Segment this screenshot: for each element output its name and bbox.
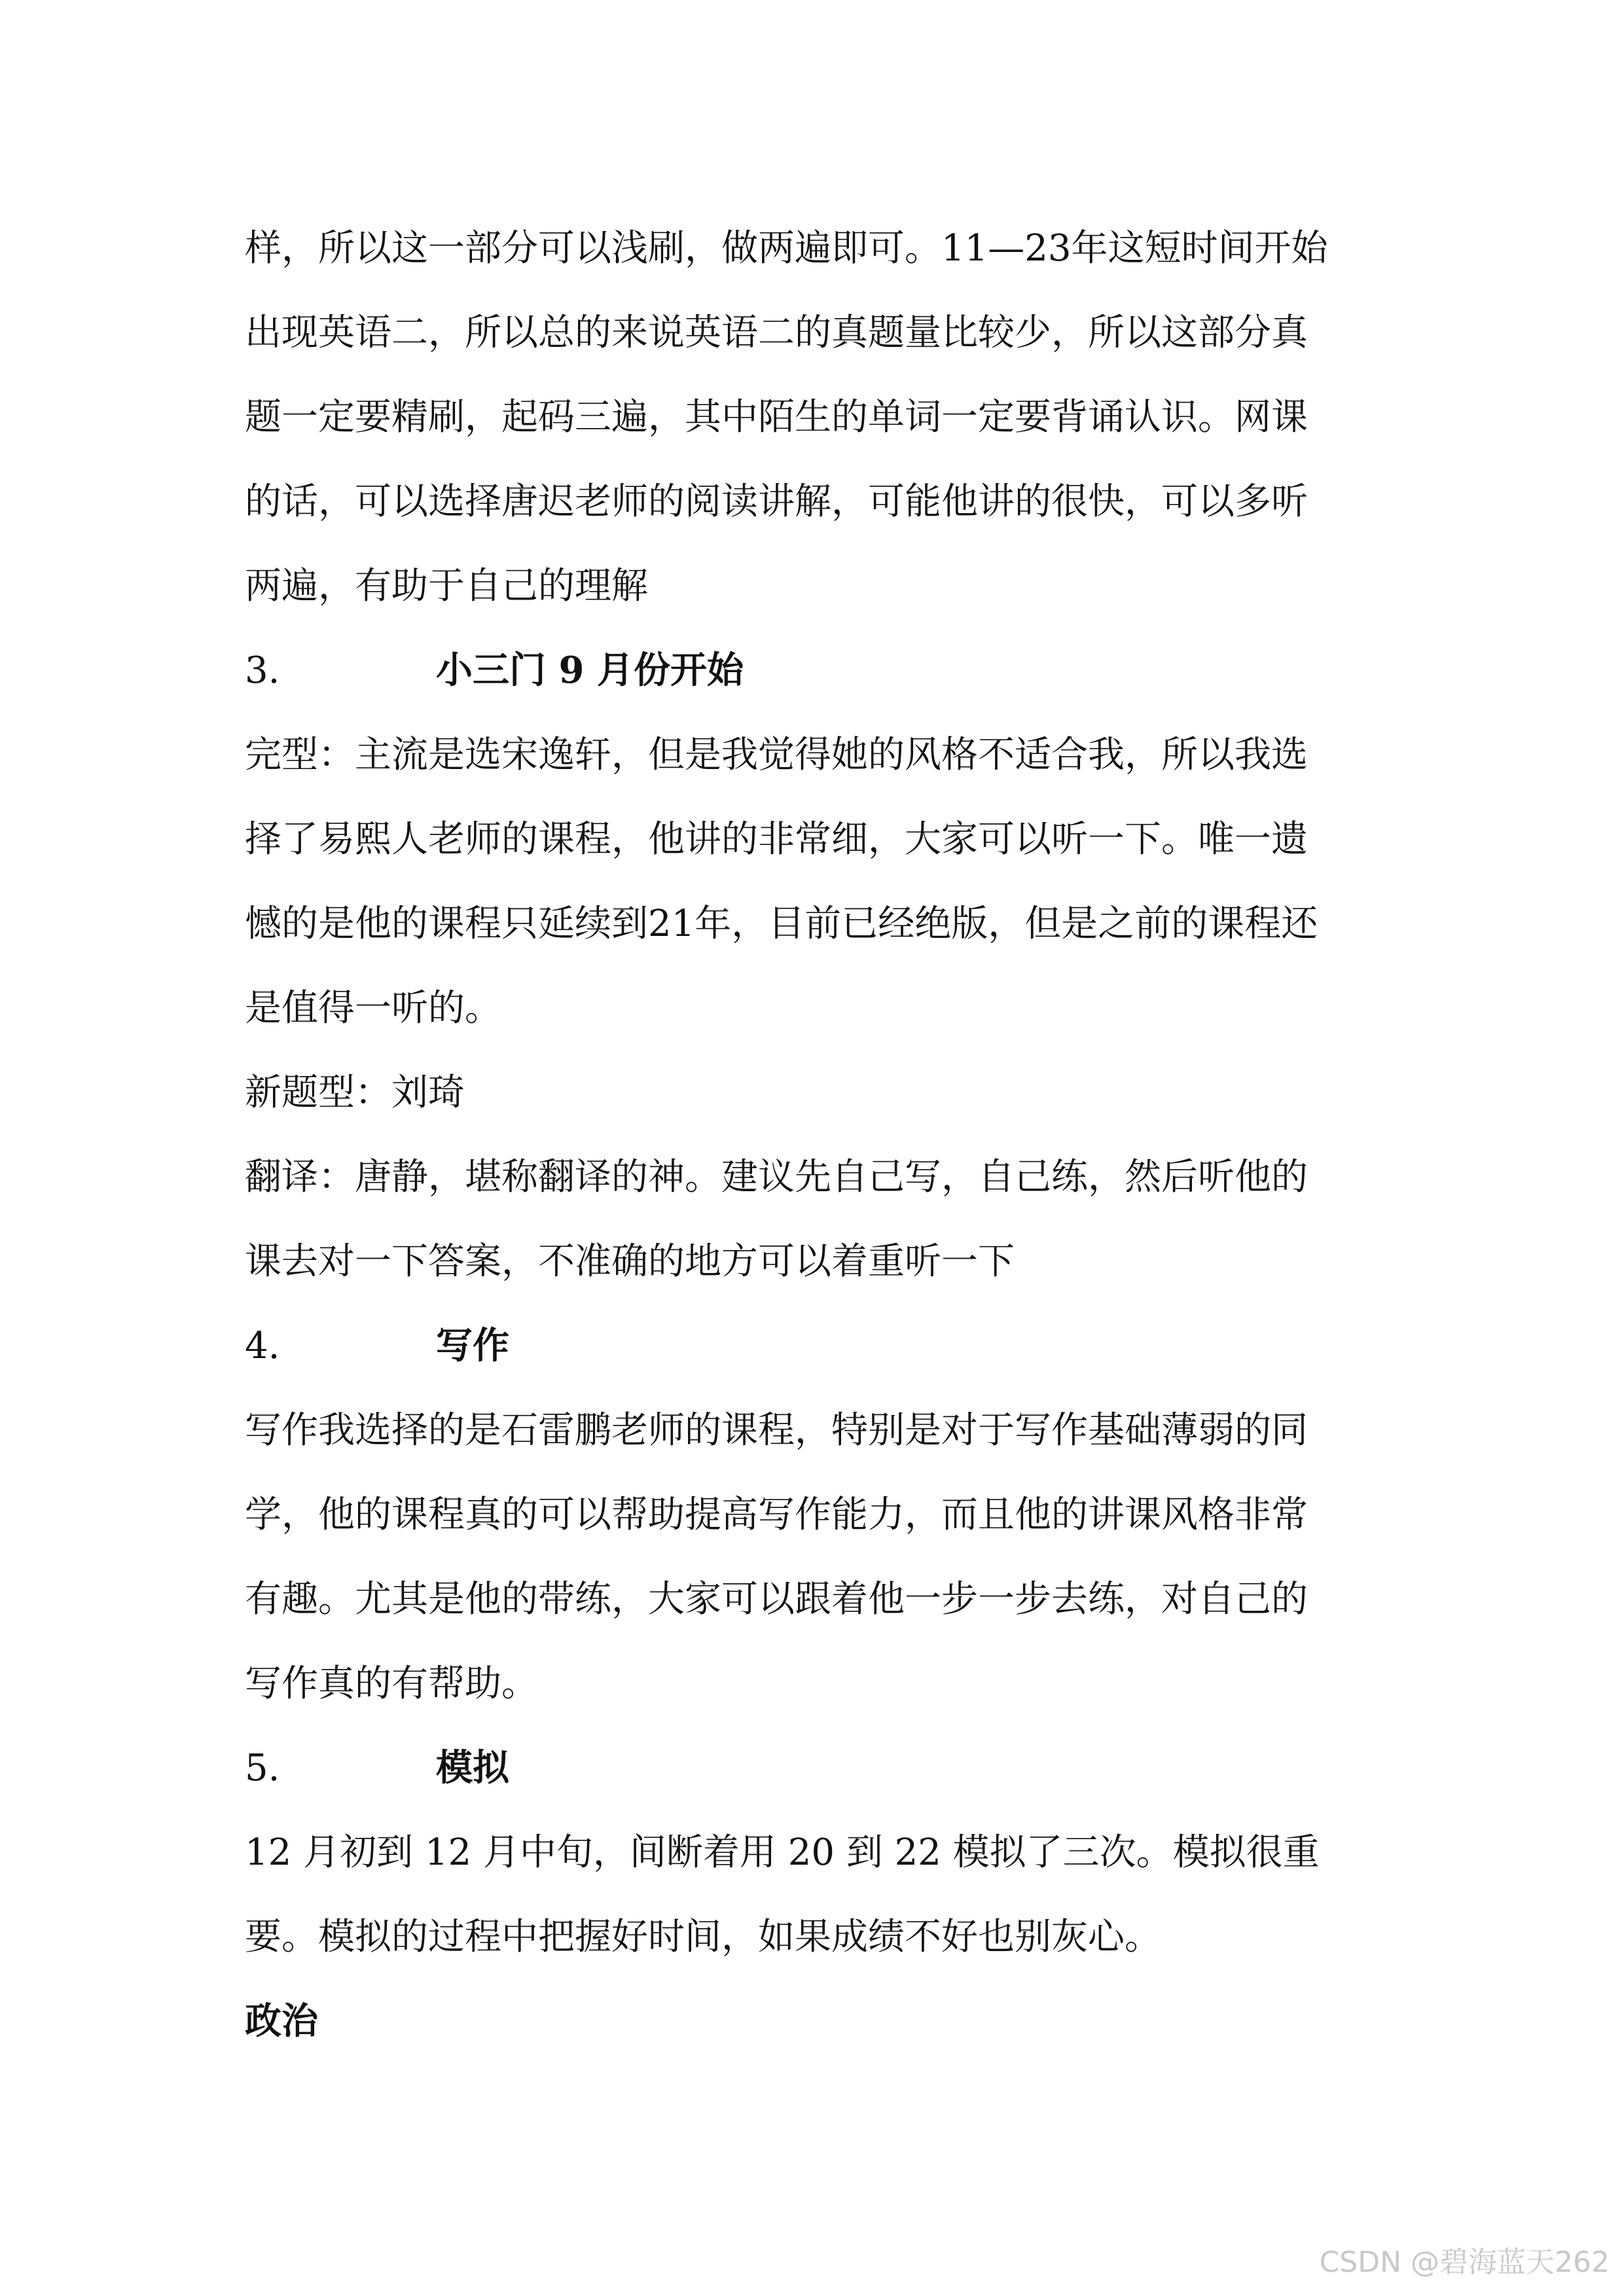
heading-4 — [245, 1304, 1371, 1388]
paragraph-line: 两遍，有助于自己的理解 — [245, 565, 648, 607]
paragraph-line: 完型：主流是选宋逸轩，但是我觉得她的风格不适合我，所以我选 — [245, 734, 1308, 776]
paragraph-line: 憾的是他的课程只延续到21年，目前已经绝版，但是之前的课程还 — [245, 903, 1318, 945]
document-body — [245, 206, 1371, 2064]
section-title-politics: 政治 — [245, 2000, 318, 2043]
paragraph-line: 翻译：唐静，堪称翻译的神。建议先自己写，自己练，然后听他的 — [245, 1156, 1308, 1198]
paragraph-line: 是值得一听的。 — [245, 987, 501, 1030]
paragraph-line: 课去对一下答案，不准确的地方可以着重听一下 — [245, 1240, 1015, 1283]
heading-5 — [245, 1726, 1371, 1810]
paragraph-line: 学，他的课程真的可以帮助提高写作能力，而且他的讲课风格非常 — [245, 1494, 1308, 1536]
paragraph-line: 要。模拟的过程中把握好时间，如果成绩不好也别灰心。 — [245, 1916, 1161, 1958]
paragraph-line: 12 月初到 12 月中旬，间断着用 20 到 22 模拟了三次。模拟很重 — [245, 1831, 1320, 1874]
paragraph-line: 样，所以这一部分可以浅刷，做两遍即可。11—23年这短时间开始 — [245, 227, 1328, 270]
heading-title: 模拟 — [436, 1746, 509, 1789]
paragraph-line: 写作我选择的是石雷鹏老师的课程，特别是对于写作基础薄弱的同 — [245, 1409, 1308, 1452]
heading-number: 5. — [245, 1747, 280, 1789]
heading-number: 3. — [245, 649, 280, 692]
heading-3 — [245, 628, 1371, 713]
paragraph-line: 出现英语二，所以总的来说英语二的真题量比较少，所以这部分真 — [245, 312, 1308, 354]
heading-number: 4. — [245, 1325, 280, 1367]
paragraph-line: 题一定要精刷，起码三遍，其中陌生的单词一定要背诵认识。网课 — [245, 396, 1308, 439]
paragraph-line: 写作真的有帮助。 — [245, 1662, 538, 1705]
watermark: CSDN @碧海蓝天262 — [1319, 2246, 1610, 2279]
heading-title: 写作 — [436, 1324, 509, 1367]
heading-title: 小三门 9 月份开始 — [436, 649, 744, 692]
paragraph-line: 新题型：刘琦 — [245, 1071, 465, 1114]
paragraph-line: 的话，可以选择唐迟老师的阅读讲解，可能他讲的很快，可以多听 — [245, 480, 1308, 523]
paragraph-line: 有趣。尤其是他的带练，大家可以跟着他一步一步去练，对自己的 — [245, 1578, 1308, 1621]
paragraph-line: 择了易熙人老师的课程，他讲的非常细，大家可以听一下。唯一遗 — [245, 818, 1308, 861]
